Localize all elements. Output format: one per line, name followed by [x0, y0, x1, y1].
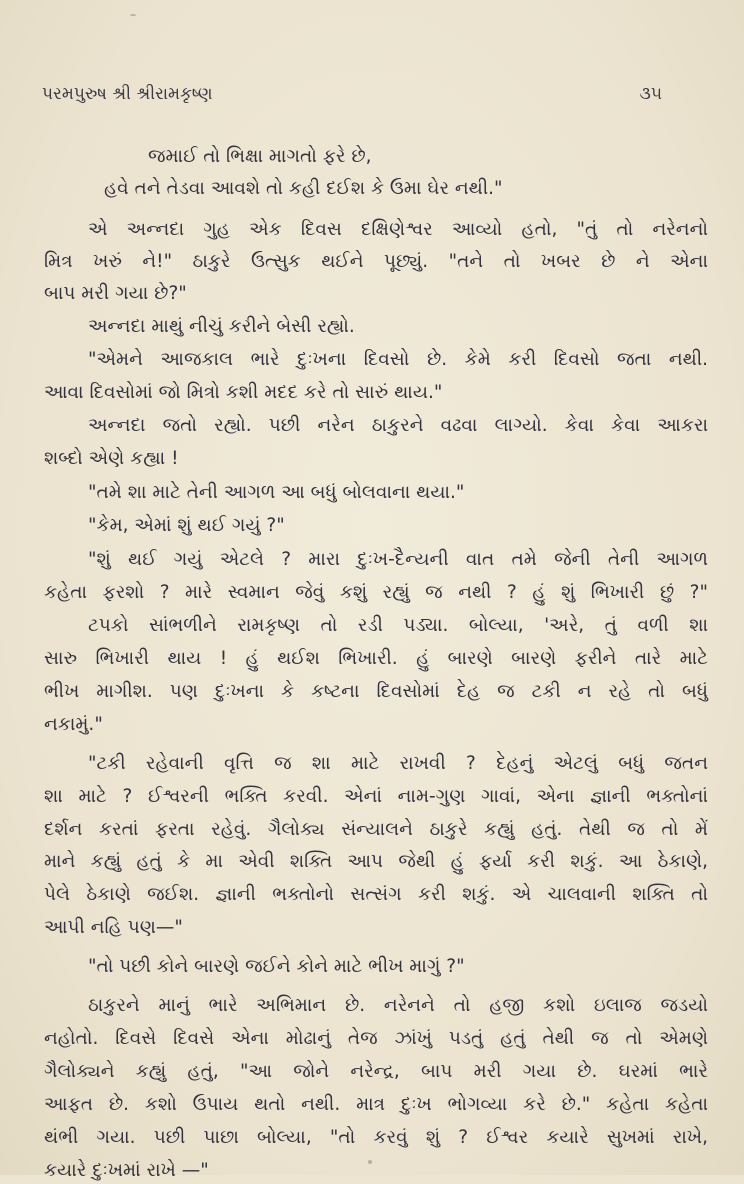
text-line: શા માટે ? ઈશ્વરની ભક્તિ કરવી. એનાં નામ-ગુણ ગાવાં, એના જ્ઞાની ભક્તોનાં: [44, 786, 708, 807]
text-line: સારુ ભિખારી થાય ! હું થઈશ ભિખારી. હું બારણે બારણે ફરીને તારે માટે: [44, 648, 708, 669]
text-line: "ટકી રહેવાની વૃત્તિ જ શા માટે રાખવી ? દેહનું એટલું બધું જતન: [88, 753, 708, 774]
text-line: "એમને આજકાલ ભારે દુઃખના દિવસો છે. કેમે કરી દિવસો જતા નથી.: [88, 349, 708, 370]
text-line: દર્શન કરતાં ફરતા રહેવું. ગૈલોક્ય સંન્યાલને ઠાકુરે કહ્યું હતું. તેથી જ તો મેં: [44, 819, 708, 840]
paper-speck: [368, 1160, 372, 1164]
text-line: મિત્ર ખરું ને!" ઠાકુરે ઉત્સુક થઈને પૂછ્યું. "તને તો ખબર છે ને એના: [44, 251, 708, 272]
text-line: આફત છે. કશો ઉપાય થતો નથી. માત્ર દુઃખ ભોગવ્યા કરે છે." કહેતા કહેતા: [44, 1094, 708, 1115]
text-line: આવા દિવસોમાં જો મિત્રો કશી મદદ કરે તો સારું થાય.": [44, 382, 443, 403]
text-line: માને કહ્યું હતું કે મા એવી શક્તિ આપ જેથી હું ફર્યા કરી શકું. આ ઠેકાણે,: [44, 851, 708, 872]
text-line: ઠાકુરને માનું ભારે અભિમાન છે. નરેનને તો હજી કશો ઇલાજ જડયો: [88, 995, 708, 1016]
text-line: "શું થઈ ગયું એટલે ? મારા દુઃખ-દૈન્યની વાત તમે જેની તેની આગળ: [88, 549, 708, 570]
text-line: કયારે દુઃખમાં રાખે —": [44, 1160, 209, 1181]
paper-speck: [130, 14, 136, 16]
verse-line: હવે તને તેડવા આવશે તો કહી દઈશ કે ઉમા ઘેર નથી.": [104, 178, 503, 199]
text-line: કહેતા ફરશો ? મારે સ્વમાન જેવું કશું રહ્યું જ નથી ? હું શું ભિખારી છું ?": [44, 582, 708, 603]
verse-line: જમાઈ તો ભિક્ષા માગતો ફરે છે,: [148, 146, 372, 167]
text-line: ગૈલોક્યને કહ્યું હતું, "આ જોને નરેન્દ્ર, બાપ મરી ગયા છે. ઘરમાં ભારે: [44, 1061, 708, 1082]
text-line: બાપ મરી ગયા છે?": [44, 283, 187, 304]
text-line: એ અન્નદા ગુહ એક દિવસ દક્ષિણેશ્વર આવ્યો હતો, "તું તો નરેનનો: [88, 219, 708, 240]
text-line: નકામું.": [44, 714, 103, 735]
running-title: પરમપુરુષ શ્રી શ્રીરામકૃષ્ણ: [42, 84, 213, 104]
text-line: આપી નહિ પણ—": [44, 917, 183, 938]
text-line: "કેમ, એમાં શું થઈ ગયું ?": [88, 515, 285, 536]
text-line: નહોતો. દિવસે દિવસે એના મોઢાનું તેજ ઝાંખું પડતું હતું તેથી જ તો એમણે: [44, 1028, 708, 1049]
text-line: અન્નદા જતો રહ્યો. પછી નરેન ઠાકુરને વઢવા લાગ્યો. કેવા કેવા આકરા: [88, 415, 708, 436]
running-head: [42, 84, 702, 114]
text-line: "તમે શા માટે તેની આગળ આ બધું બોલવાના થયા.": [88, 482, 465, 503]
text-line: ટપકો સાંભળીને રામકૃષ્ણ તો રડી પડ્યા. બોલ્યા, 'અરે, તું વળી શા: [88, 615, 708, 636]
text-line: થંભી ગયા. પછી પાછા બોલ્યા, "તો કરવું શું ? ઈશ્વર કયારે સુખમાં રાખે,: [44, 1127, 708, 1148]
page-number: ૩૫: [639, 84, 662, 104]
text-line: શબ્દો એણે કહ્યા !: [44, 448, 179, 469]
text-line: પેલે ઠેકાણે જઈશ. જ્ઞાની ભક્તોનો સત્સંગ કરી શકું. એ ચાલવાની શક્તિ તો: [44, 884, 708, 905]
text-line: અન્નદા માથું નીચું કરીને બેસી રહ્યો.: [88, 316, 355, 337]
text-line: "તો પછી કોને બારણે જઈને કોને માટે ભીખ માગું ?": [88, 956, 465, 977]
text-line: ભીખ માગીશ. પણ દુઃખના કે કષ્ટના દિવસોમાં દેહ જ ટકી ન રહે તો બધું: [44, 681, 708, 702]
